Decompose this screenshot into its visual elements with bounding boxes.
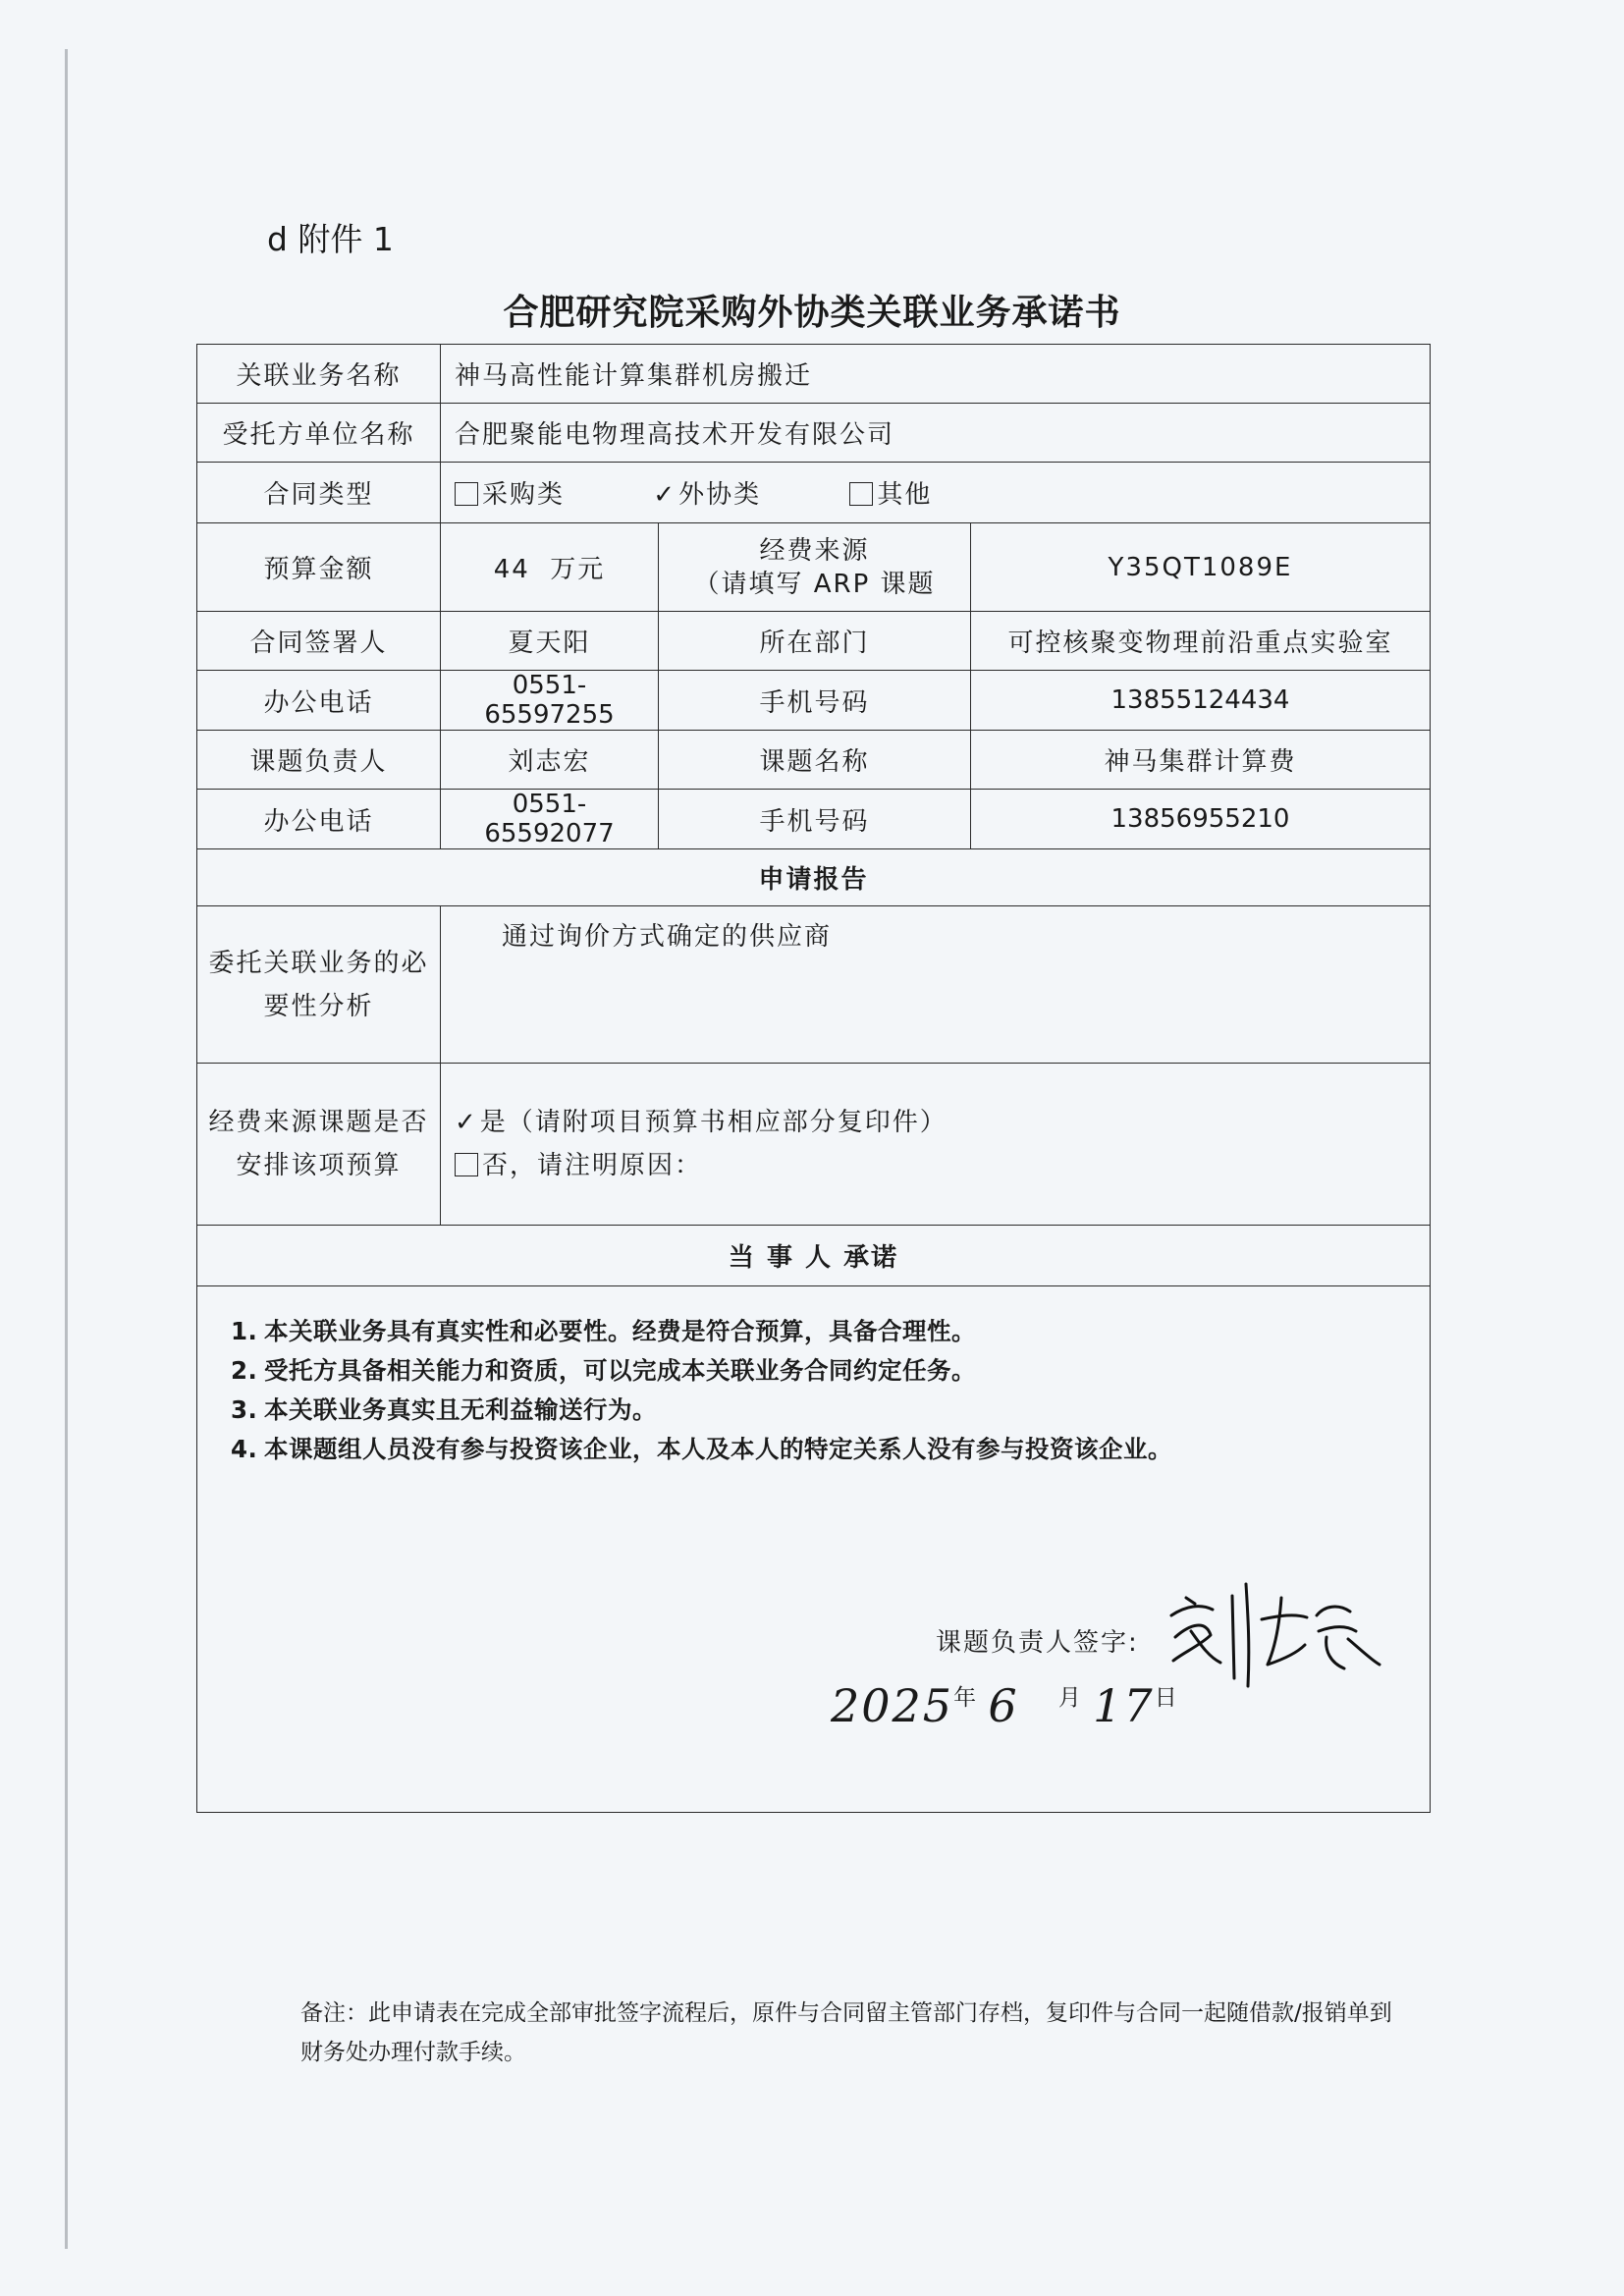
pledge-item-number: 3.: [231, 1395, 258, 1424]
office-phone-label: 办公电话: [197, 671, 441, 731]
pledge-item-number: 2.: [231, 1356, 258, 1385]
footnote: 备注：此申请表在完成全部审批签字流程后，原件与合同留主管部门存档，复印件与合同一起随借款/报销单到财务处办理付款手续。: [300, 2000, 1392, 2065]
row-business-name: [197, 345, 1431, 404]
fund-source-label-line2: （请填写 ARP 课题: [693, 569, 936, 599]
date-year: 2025: [831, 1679, 954, 1732]
pledge-item-number: 1.: [231, 1317, 258, 1345]
option-other: [849, 474, 932, 511]
business-name-value: 神马高性能计算集群机房搬迁: [441, 345, 1431, 404]
pledge-item: [231, 1312, 1430, 1351]
project-name-value: 神马集群计算费: [971, 731, 1431, 790]
budget-arranged-label-line1: 经费来源课题是否: [208, 1108, 429, 1137]
date-year-label: 年: [953, 1685, 979, 1711]
signature-label: 课题负责人签字:: [936, 1628, 1139, 1658]
checkbox-unchecked-icon: [455, 482, 478, 506]
trustee-label: 受托方单位名称: [197, 404, 441, 463]
signature-date: [831, 1679, 1179, 1732]
checkbox-unchecked-icon: [849, 482, 873, 506]
pledge-item-text: 本课题组人员没有参与投资该企业，本人及本人的特定关系人没有参与投资该企业。: [264, 1435, 1172, 1463]
row-pledge-title: [197, 1226, 1431, 1286]
option-outsourcing: [653, 474, 761, 511]
budget-arranged-label-line2: 安排该项预算: [236, 1151, 402, 1180]
mobile-label: 手机号码: [659, 671, 971, 731]
option-other-label: 其他: [877, 480, 933, 510]
department-label: 所在部门: [659, 612, 971, 671]
pledge-body: [197, 1286, 1431, 1813]
row-office-phone: [197, 671, 1431, 731]
checkmark-icon: ✓: [653, 480, 677, 510]
option-no: [455, 1144, 1420, 1187]
budget-label: 预算金额: [197, 523, 441, 612]
date-day: 17: [1093, 1679, 1155, 1732]
necessity-label-line1: 委托关联业务的必: [208, 948, 429, 978]
checkbox-unchecked-icon: [455, 1153, 478, 1176]
date-month: 6: [988, 1679, 1019, 1732]
date-day-label: 日: [1154, 1685, 1179, 1711]
budget-value: 44 万元: [441, 523, 659, 612]
option-yes-label: 是（请附项目预算书相应部分复印件）: [479, 1108, 947, 1137]
option-outsourcing-label: 外协类: [678, 480, 762, 510]
row-trustee: [197, 404, 1431, 463]
fund-source-value: Y35QT1089E: [971, 523, 1431, 612]
project-lead-label: 课题负责人: [197, 731, 441, 790]
contract-type-label: 合同类型: [197, 463, 441, 523]
trustee-value: 合肥聚能电物理高技术开发有限公司: [441, 404, 1431, 463]
row-signer: [197, 612, 1431, 671]
fund-source-label: [659, 523, 971, 612]
budget-arranged-label: [197, 1064, 441, 1226]
project-lead-value: 刘志宏: [441, 731, 659, 790]
fund-source-label-line1: 经费来源: [759, 535, 870, 566]
signer-value: 夏天阳: [441, 612, 659, 671]
department-value: 可控核聚变物理前沿重点实验室: [971, 612, 1431, 671]
mobile-value: 13855124434: [971, 671, 1431, 731]
row-application-title: [197, 849, 1431, 906]
row-office-phone-2: [197, 790, 1431, 849]
info-table: [196, 344, 1431, 1813]
office-phone2-value: 0551-65592077: [441, 790, 659, 849]
option-yes: [455, 1101, 1420, 1144]
row-pledge-body: [197, 1286, 1431, 1813]
handwritten-signature: [1152, 1576, 1387, 1694]
contract-type-options: [441, 463, 1431, 523]
office-phone-value: 0551-65597255: [441, 671, 659, 731]
necessity-value: 通过询价方式确定的供应商: [441, 906, 1431, 1064]
project-name-label: 课题名称: [659, 731, 971, 790]
option-purchase-label: 采购类: [482, 480, 566, 510]
row-budget: [197, 523, 1431, 612]
pledge-item: [231, 1351, 1430, 1391]
row-project-lead: [197, 731, 1431, 790]
application-section-title: 申请报告: [197, 849, 1431, 906]
option-purchase: [455, 474, 565, 511]
pledge-item: [231, 1391, 1430, 1430]
commitment-form: [196, 344, 1431, 1813]
necessity-label-line2: 要性分析: [263, 991, 374, 1021]
pledge-section-title: 当 事 人 承诺: [197, 1226, 1431, 1286]
budget-arranged-options: [441, 1064, 1431, 1226]
mobile2-label: 手机号码: [659, 790, 971, 849]
row-necessity: [197, 906, 1431, 1064]
row-contract-type: [197, 463, 1431, 523]
attachment-label: d 附件 1: [267, 220, 394, 258]
row-budget-arranged: [197, 1064, 1431, 1226]
date-month-label: 月: [1057, 1685, 1083, 1711]
option-no-label: 否，请注明原因：: [482, 1151, 703, 1180]
signer-label: 合同签署人: [197, 612, 441, 671]
document-title: 合肥研究院采购外协类关联业务承诺书: [503, 293, 1121, 333]
scan-edge-line: [65, 49, 68, 2249]
necessity-label: [197, 906, 441, 1064]
pledge-item-text: 本关联业务真实且无利益输送行为。: [264, 1395, 657, 1424]
office-phone2-label: 办公电话: [197, 790, 441, 849]
pledge-item: [231, 1430, 1430, 1469]
mobile2-value: 13856955210: [971, 790, 1431, 849]
pledge-item-text: 本关联业务具有真实性和必要性。经费是符合预算，具备合理性。: [264, 1317, 976, 1345]
business-name-label: 关联业务名称: [197, 345, 441, 404]
checkmark-icon: ✓: [455, 1108, 478, 1137]
pledge-item-number: 4.: [231, 1435, 258, 1463]
pledge-item-text: 受托方具备相关能力和资质，可以完成本关联业务合同约定任务。: [264, 1356, 976, 1385]
pledge-content: [197, 1286, 1430, 1812]
pledge-list: [197, 1286, 1430, 1469]
